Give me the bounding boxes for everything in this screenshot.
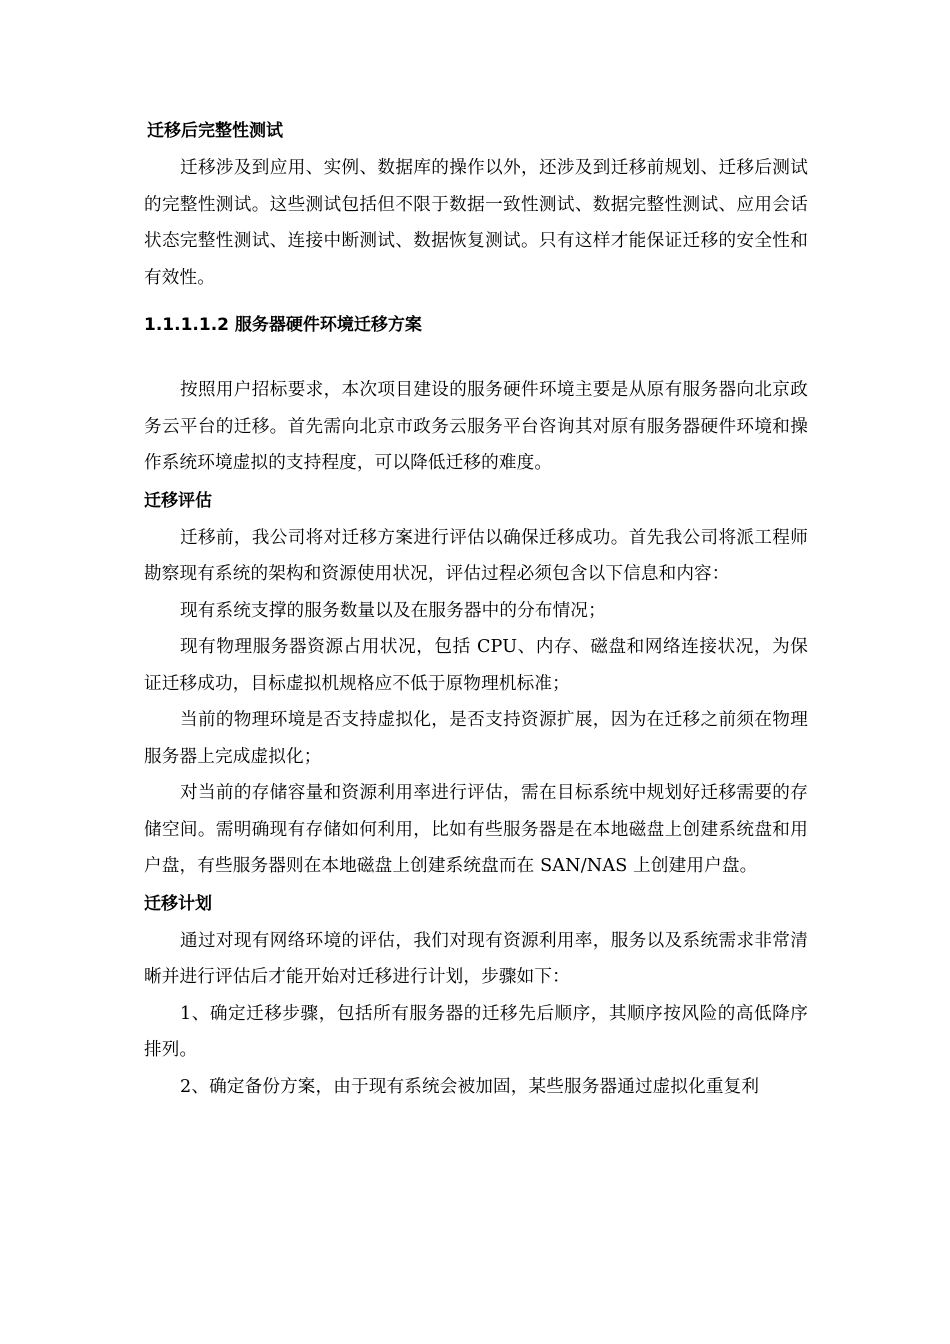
paragraph-assessment-resources: 现有物理服务器资源占用状况，包括 CPU、内存、磁盘和网络连接状况，为保证迁移成功，目标虚拟机规格应不低于原物理机标准；: [144, 637, 808, 694]
paragraph-plan-step-1: 1、确定迁移步骤，包括所有服务器的迁移先后顺序，其顺序按风险的高低降序排列。: [144, 1003, 808, 1060]
paragraph-plan-intro: 通过对现有网络环境的评估，我们对现有资源利用率，服务以及系统需求非常清晰并进行评估后才能开始对迁移进行计划，步骤如下：: [144, 930, 808, 987]
heading-assessment: 迁移评估: [144, 490, 212, 511]
paragraph-integrity-test: 迁移涉及到应用、实例、数据库的操作以外，还涉及到迁移前规划、迁移后测试的完整性测试。这些测试包括但不限于数据一致性测试、数据完整性测试、应用会话状态完整性测试、连接中断测试、数据恢复测试。只有这样才能保证迁移的安全性和有效性。: [144, 158, 808, 288]
document-body: [144, 118, 808, 1105]
paragraph-assessment-virtualization: 当前的物理环境是否支持虚拟化，是否支持资源扩展，因为在迁移之前须在物理服务器上完成虚拟化；: [144, 710, 808, 767]
paragraph-assessment-storage: 对当前的存储容量和资源利用率进行评估，需在目标系统中规划好迁移需要的存储空间。需明确现有存储如何利用，比如有些服务器是在本地磁盘上创建系统盘和用户盘，有些服务器则在本地磁盘上创建系统盘而在 SAN/NAS 上创建用户盘。: [144, 783, 808, 876]
heading-integrity-test: 迁移后完整性测试: [147, 121, 283, 141]
paragraph-plan-step-2: 2、确定备份方案，由于现有系统会被加固，某些服务器通过虚拟化重复利: [180, 1076, 760, 1097]
heading-plan: 迁移计划: [144, 893, 212, 914]
paragraph-assessment-intro: 迁移前，我公司将对迁移方案进行评估以确保迁移成功。首先我公司将派工程师勘察现有系统的架构和资源使用状况，评估过程必须包含以下信息和内容：: [144, 527, 808, 584]
paragraph-assessment-services: 现有系统支撑的服务数量以及在服务器中的分布情况；: [180, 600, 606, 621]
paragraph-hardware-migration: 按照用户招标要求，本次项目建设的服务硬件环境主要是从原有服务器向北京政务云平台的迁移。首先需向北京市政务云服务平台咨询其对原有服务器硬件环境和操作系统环境虚拟的支持程度，可以降低迁移的难度。: [144, 380, 808, 473]
heading-hardware-migration: 1.1.1.1.2 服务器硬件环境迁移方案: [144, 315, 422, 335]
